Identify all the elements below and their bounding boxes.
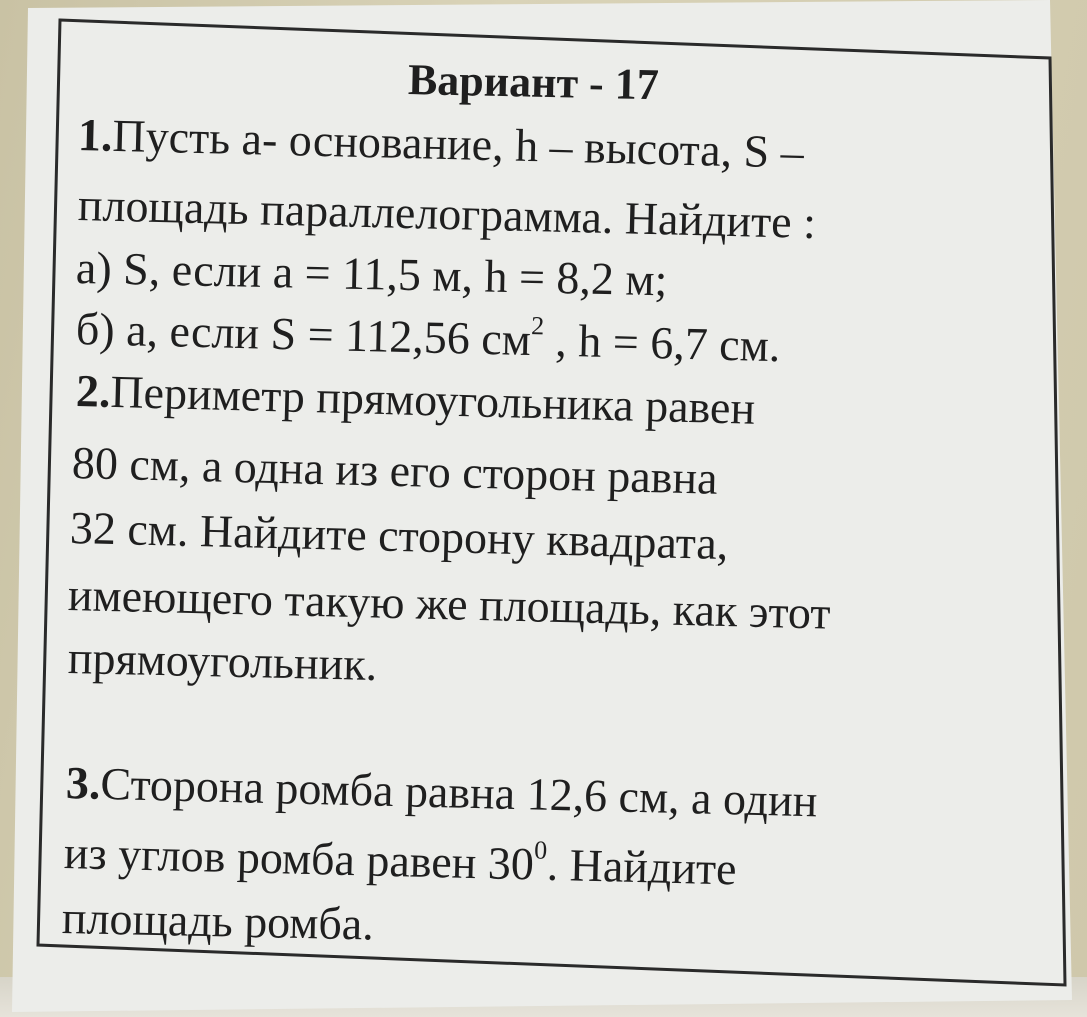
superscript-squared: 2 xyxy=(530,311,545,341)
task2-number: 2. xyxy=(75,365,112,417)
task1-line1 xyxy=(77,109,805,178)
task1-line2: площадь параллелограмма. Найдите : xyxy=(77,179,817,249)
task3-line2 xyxy=(63,827,738,895)
task3-line3: площадь ромба. xyxy=(61,892,375,950)
superscript-degree: 0 xyxy=(533,835,548,865)
task3-text1: Сторона ромба равна 12,6 см, а один xyxy=(99,757,819,827)
variant-title: Вариант - 17 xyxy=(407,55,660,110)
task1-line4-end: , h = 6,7 см. xyxy=(543,314,781,372)
task2-line1 xyxy=(75,365,756,434)
task1-line4-text: б) а, если S = 112,56 см xyxy=(75,303,532,366)
task1-line4 xyxy=(75,303,781,372)
task1-number: 1. xyxy=(77,109,114,161)
task3-number: 3. xyxy=(65,757,102,809)
task2-line5: прямоугольник. xyxy=(67,632,378,691)
task2-text1: Периметр прямоугольника равен xyxy=(109,365,756,434)
task2-line2: 80 см, а одна из его сторон равна xyxy=(71,437,719,504)
task2-line3: 32 см. Найдите сторону квадрата, xyxy=(69,502,729,570)
task3-line2-end: . Найдите xyxy=(546,838,738,895)
task2-line4: имеющего такую же площадь, как этот xyxy=(67,569,832,639)
task1-text1: Пусть а- основание, h – высота, S – xyxy=(111,109,805,178)
task1-line3: а) S, если a = 11,5 м, h = 8,2 м; xyxy=(75,242,668,306)
task3-line1 xyxy=(65,757,819,827)
task3-line2-text: из углов ромба равен 30 xyxy=(63,827,535,890)
